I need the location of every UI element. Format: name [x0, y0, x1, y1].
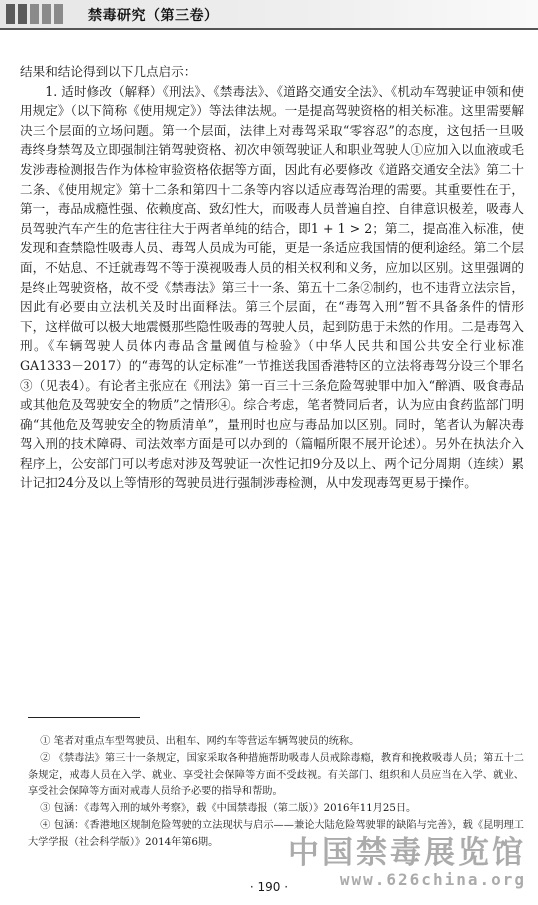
header-decoration-bars: [6, 4, 63, 24]
footnote: ③ 包涵：《毒驾入刑的域外考察》，载《中国禁毒报（第二版）》2016年11月25日。: [40, 803, 417, 815]
main-body: [20, 62, 524, 493]
header-bar: [42, 4, 51, 24]
watermark-url: www.626china.org: [339, 870, 526, 889]
footnotes: [28, 734, 524, 852]
footnote: ④ 包涵：《香港地区规制危险驾驶的立法现状与启示——兼论大陆危险驾驶罪的缺陷与完善》，载《昆明理工大学学报（社会科学版）》2014年第6期。: [28, 819, 524, 848]
header-bar: [30, 4, 39, 24]
body-paragraph: 结果和结论得到以下几点启示：: [20, 64, 197, 79]
body-paragraph: 1. 适时修改（解释）《刑法》、《禁毒法》、《道路交通安全法》、《机动车驾驶证申领和使用规定》（以下简称《使用规定》）等法律法规。一是提高驾驶资格的相关标准。这里需要解决三个层面的立场问题。第一个层面，法律上对毒驾采取“零容忍”的态度，这包括一旦吸毒终身禁驾及立即强制注销驾驶资格、初次申领驾驶证人和职业驾驶人①应加入以血液或毛发涉毒检测报告作为体检审验资格依据等方面，因此有必要修改《道路交通安全法》第二十二条、《使用规定》第十二条和第四十二条等内容以适应毒驾治理的需要。其重要性在于，第一，毒品成瘾性强、依赖度高、致幻性大，而吸毒人员普遍自控、自律意识极差，吸毒人员驾驶汽车产生的危害往往大于两者单纯的结合，即1 + 1 > 2；第二，提高准入标准，使发现和查禁隐性吸毒人员、毒驾人员成为可能，更是一条适应我国情的便利途经。第二个层面，不姑息、不迁就毒驾不等于漠视吸毒人员的相关权利和义务，应加以区别。这里强调的是终止驾驶资格，故不受《禁毒法》第三十一条、第五十二条②制约，也不违背立法宗旨，因此有必要由立法机关及时出面释法。第三个层面，在“毒驾入刑”暂不具备条件的情形下，这样做可以极大地震慑那些隐性吸毒的驾驶人员，起到防患于未然的作用。二是毒驾入刑。《车辆驾驶人员体内毒品含量阈值与检验》（中华人民共和国公共安全行业标准GA1333－2017）的“毒驾的认定标准”一节推送我国香港特区的立法将毒驾分设三个罪名③（见表4）。有论者主张应在《刑法》第一百三十三条危险驾驶罪中加入“醉酒、吸食毒品或其他危及驾驶安全的物质”之情形④。综合考虑，笔者赞同后者，认为应由食药监部门明确“其他危及驾驶安全的物质清单”，量刑时也应与毒品加以区别。同时，笔者认为解决毒驾入刑的技术障碍、司法效率方面是可以办到的（篇幅所限不展开论述）。另外在执法介入程序上，公安部门可以考虑对涉及驾驶证一次性记扣9分及以上、两个记分周期（连续）累计记扣24分及以上等情形的驾驶员进行强制涉毒检测，从中发现毒驾更易于操作。: [20, 83, 524, 491]
running-header: [0, 0, 538, 30]
header-bar: [18, 4, 27, 24]
page-number: · 190 ·: [249, 880, 289, 894]
header-bar: [6, 4, 15, 24]
book-title: 禁毒研究（第三卷）: [88, 8, 219, 24]
header-bar: [54, 4, 63, 24]
watermark-text: 中国禁毒展览馆: [288, 835, 526, 871]
header-band: [0, 0, 538, 28]
header-rule: [0, 28, 538, 30]
footnote: ① 笔者对重点车型驾驶员、出租车、网约车等营运车辆驾驶员的统称。: [40, 736, 360, 747]
footnote-rule: [28, 717, 140, 718]
footnote: ② 《禁毒法》第三十一条规定，国家采取各种措施帮助吸毒人员戒除毒瘾，教育和挽救吸毒人员；第五十二条规定，戒毒人员在入学、就业、享受社会保障等方面不受歧视。有关部门、组织和人员应当在入学、就业、享受社会保障等方面对戒毒人员给予必要的指导和帮助。: [28, 752, 524, 798]
